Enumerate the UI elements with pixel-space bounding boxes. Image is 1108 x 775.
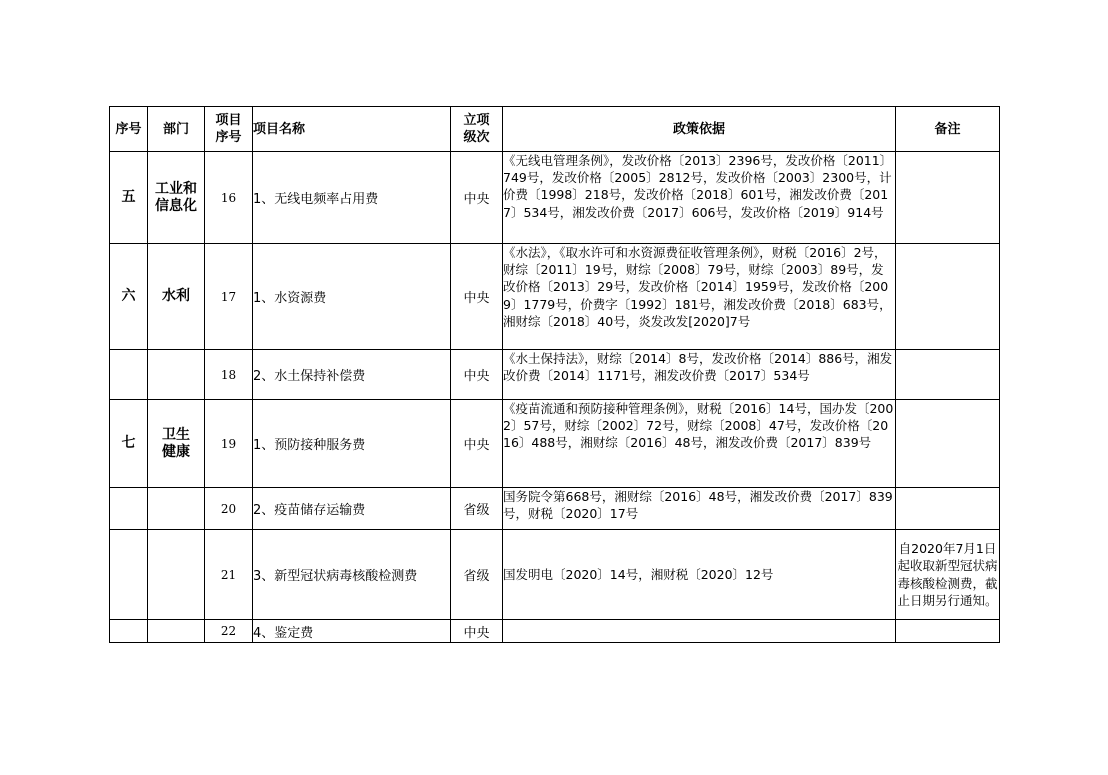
row-level: 中央: [451, 400, 503, 488]
row-level: 中央: [451, 244, 503, 350]
row-basis: 《水土保持法》，财综〔2014〕8号，发改价格〔2014〕886号，湘发改价费〔2014〕1171号，湘发改价费〔2017〕534号: [503, 350, 896, 400]
row-level: 中央: [451, 620, 503, 643]
table-header: [110, 107, 1000, 152]
row-basis: 国务院令第668号，湘财综〔2016〕48号，湘发改价费〔2017〕839号，财税〔2020〕17号: [503, 488, 896, 530]
row-item-name: 2、水土保持补偿费: [253, 350, 451, 400]
row-dept: 工业和 信息化: [148, 152, 205, 244]
table-row: [110, 350, 1000, 400]
row-basis: 《无线电管理条例》，发改价格〔2013〕2396号，发改价格〔2011〕749号，发改价格〔2005〕2812号，发改价格〔2003〕2300号，计价费〔1998〕218号，发改价格〔2018〕601号，湘发改价费〔2017〕534号，湘发改价费〔2017〕606号，发改价格〔2019〕914号: [503, 152, 896, 244]
row-seq: [110, 488, 148, 530]
header-item-name: 项目名称: [253, 107, 451, 152]
row-basis: 《疫苗流通和预防接种管理条例》，财税〔2016〕14号，国办发〔2002〕57号，财综〔2002〕72号，财综〔2008〕47号，发改价格〔2016〕488号，湘财综〔2016〕48号，湘发改价费〔2017〕839号: [503, 400, 896, 488]
header-item-no: 项目 序号: [205, 107, 253, 152]
row-seq: 六: [110, 244, 148, 350]
row-item-no: 16: [205, 152, 253, 244]
table-row: [110, 620, 1000, 643]
row-dept: [148, 350, 205, 400]
row-item-no: 22: [205, 620, 253, 643]
header-basis: 政策依据: [503, 107, 896, 152]
row-seq: 七: [110, 400, 148, 488]
row-item-name: 1、水资源费: [253, 244, 451, 350]
row-note: 自2020年7月1日起收取新型冠状病毒核酸检测费，截止日期另行通知。: [896, 530, 1000, 620]
header-dept: 部门: [148, 107, 205, 152]
table-row: [110, 400, 1000, 488]
row-dept: [148, 620, 205, 643]
row-item-name: 4、鉴定费: [253, 620, 451, 643]
row-seq: 五: [110, 152, 148, 244]
row-item-no: 19: [205, 400, 253, 488]
row-level: 省级: [451, 530, 503, 620]
row-basis: 《水法》，《取水许可和水资源费征收管理条例》，财税〔2016〕2号，财综〔2011〕19号，财综〔2008〕79号，财综〔2003〕89号，发改价格〔2013〕29号，发改价格〔2014〕1959号，发改价格〔2009〕1779号，价费字〔1992〕181号，湘发改价费〔2018〕683号，湘财综〔2018〕40号，炎发改发[2020]7号: [503, 244, 896, 350]
row-note: [896, 152, 1000, 244]
table-row: [110, 488, 1000, 530]
row-seq: [110, 530, 148, 620]
row-note: [896, 244, 1000, 350]
row-note: [896, 400, 1000, 488]
row-note: [896, 350, 1000, 400]
header-seq: 序号: [110, 107, 148, 152]
row-item-name: 1、预防接种服务费: [253, 400, 451, 488]
row-seq: [110, 350, 148, 400]
row-item-name: 1、无线电频率占用费: [253, 152, 451, 244]
row-item-name: 3、新型冠状病毒核酸检测费: [253, 530, 451, 620]
row-dept: 水利: [148, 244, 205, 350]
table-row: [110, 530, 1000, 620]
row-basis: 国发明电〔2020〕14号，湘财税〔2020〕12号: [503, 530, 896, 620]
row-item-no: 20: [205, 488, 253, 530]
row-level: 省级: [451, 488, 503, 530]
row-item-name: 2、疫苗储存运输费: [253, 488, 451, 530]
row-note: [896, 488, 1000, 530]
table-row: [110, 244, 1000, 350]
row-dept: [148, 530, 205, 620]
row-item-no: 21: [205, 530, 253, 620]
header-note: 备注: [896, 107, 1000, 152]
row-item-no: 17: [205, 244, 253, 350]
row-dept: 卫生 健康: [148, 400, 205, 488]
row-dept: [148, 488, 205, 530]
row-level: 中央: [451, 350, 503, 400]
row-level: 中央: [451, 152, 503, 244]
row-item-no: 18: [205, 350, 253, 400]
row-basis: [503, 620, 896, 643]
table-row: [110, 152, 1000, 244]
header-level: 立项 级次: [451, 107, 503, 152]
row-note: [896, 620, 1000, 643]
fee-table: [109, 106, 1000, 643]
row-seq: [110, 620, 148, 643]
